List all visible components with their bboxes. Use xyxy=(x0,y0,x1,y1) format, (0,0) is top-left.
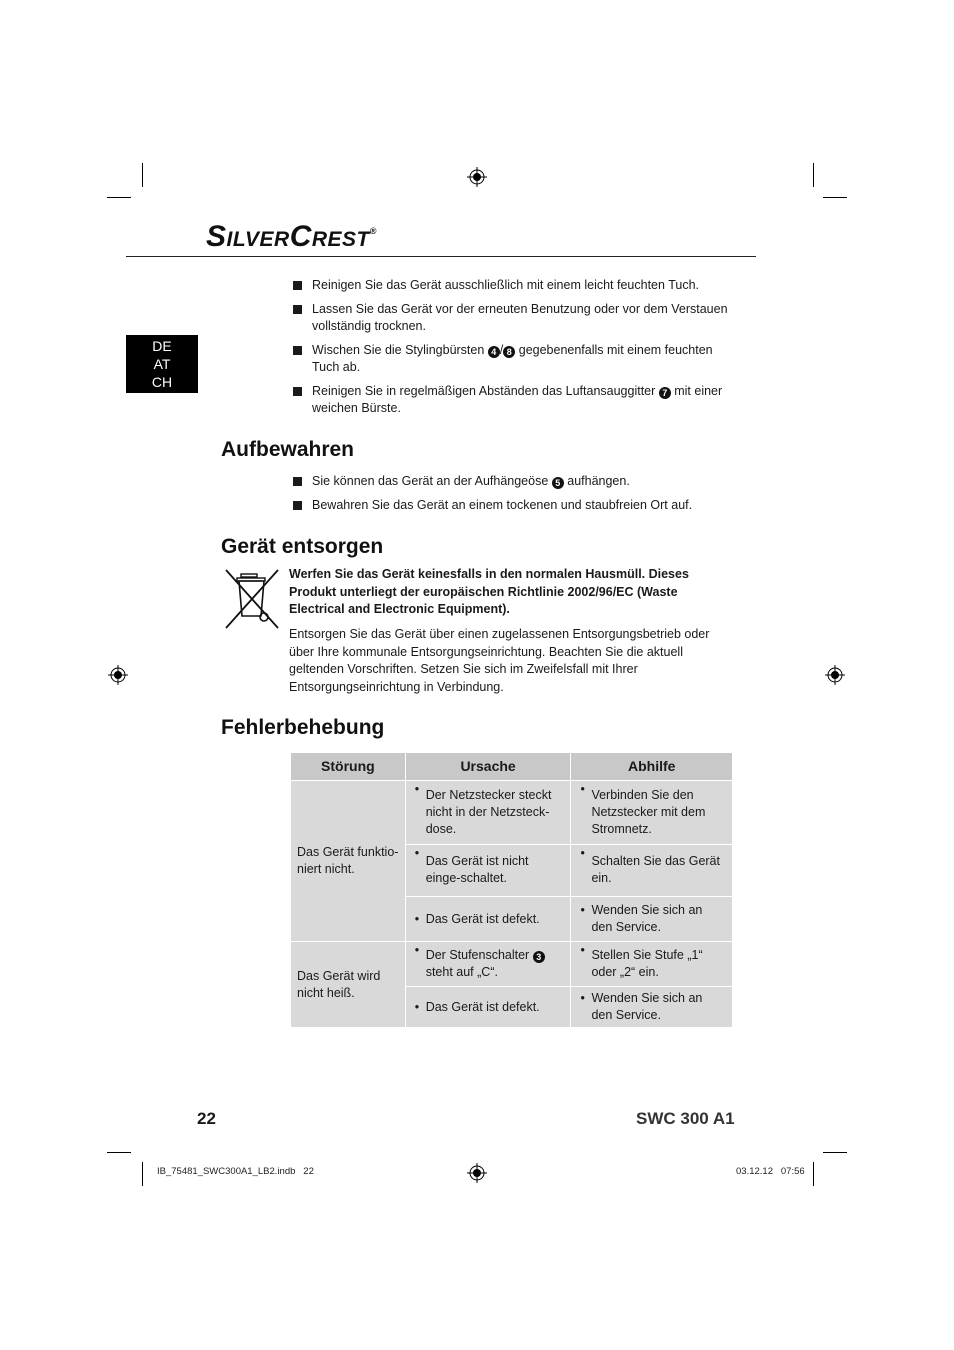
column-header: Störung xyxy=(291,753,406,781)
model-name: SWC 300 A1 xyxy=(636,1109,735,1128)
column-header: Ursache xyxy=(405,753,571,781)
remedy-cell: • Schalten Sie das Gerät ein. xyxy=(571,845,732,887)
table-row xyxy=(291,942,733,987)
language-tab xyxy=(126,335,198,393)
crop-mark xyxy=(142,163,143,187)
part-number-badge: 7 xyxy=(659,387,671,399)
registration-mark-icon xyxy=(108,665,128,685)
section-heading-troubleshooting: Fehlerbehebung xyxy=(221,716,385,739)
cause-cell: • Der Netzstecker steckt nicht in der Netzsteck-dose. xyxy=(406,781,571,838)
part-number-badge: 4 xyxy=(488,346,500,358)
crop-mark xyxy=(813,163,814,187)
cause-cell: • Das Gerät ist nicht einge-schaltet. xyxy=(406,845,571,887)
list-item: Bewahren Sie das Gerät an einem tockenen und staubfreien Ort auf. xyxy=(291,497,731,514)
cause-cell: • Das Gerät ist defekt. xyxy=(406,999,571,1016)
cleaning-list xyxy=(291,277,731,424)
crop-mark xyxy=(823,197,847,198)
language-code: CH xyxy=(151,374,173,390)
list-item: Lassen Sie das Gerät vor der erneuten Benutzung oder vor dem Verstauen vollständig trocknen. xyxy=(291,301,731,335)
header-rule xyxy=(126,256,756,257)
remedy-cell: • Wenden Sie sich an den Service. xyxy=(571,902,732,936)
cause-cell: • Der Stufenschalter 3 steht auf „C“. xyxy=(406,942,571,981)
registration-mark-icon xyxy=(825,665,845,685)
crop-mark xyxy=(107,197,131,198)
print-slug-date: 03.12.12 07:56 xyxy=(736,1166,805,1177)
list-item: Reinigen Sie das Gerät ausschließlich mit einem leicht feuchten Tuch. xyxy=(291,277,731,294)
part-number-badge: 5 xyxy=(552,477,564,489)
language-code: AT xyxy=(153,356,171,372)
crossed-out-wheelie-bin-icon xyxy=(224,566,280,632)
remedy-cell: • Wenden Sie sich an den Service. xyxy=(571,990,732,1024)
part-number-badge: 3 xyxy=(533,951,545,963)
crop-mark xyxy=(142,1162,143,1186)
fault-cell: Das Gerät funktio-niert nicht. xyxy=(291,781,406,942)
table-row xyxy=(291,781,733,845)
cause-cell: • Das Gerät ist defekt. xyxy=(406,911,571,928)
disposal-warning: Werfen Sie das Gerät keinesfalls in den normalen Hausmüll. Dieses Produkt unterliegt der europäischen Richtlinie 2002/96/EC (Waste Electrical and Electronic Equipment). xyxy=(289,567,689,616)
page-number: 22 xyxy=(197,1109,216,1128)
remedy-cell: • Stellen Sie Stufe „1“ oder „2“ ein. xyxy=(571,942,732,981)
list-item: Sie können das Gerät an der Aufhängeöse 5 aufhängen. xyxy=(291,473,731,490)
section-heading-disposal: Gerät entsorgen xyxy=(221,535,384,558)
registration-mark-icon xyxy=(467,167,487,187)
table-header-row xyxy=(291,753,733,781)
print-slug-file: IB_75481_SWC300A1_LB2.indb 22 xyxy=(157,1166,314,1177)
list-item: Reinigen Sie in regelmäßigen Abständen das Luftansauggitter 7 mit einer weichen Bürste. xyxy=(291,383,731,417)
fault-cell: Das Gerät wird nicht heiß. xyxy=(291,942,406,1028)
crop-mark xyxy=(823,1152,847,1153)
troubleshooting-table xyxy=(290,752,733,1028)
storage-list xyxy=(291,473,731,521)
section-heading-storage: Aufbewahren xyxy=(221,438,355,461)
list-item: Wischen Sie die Stylingbürsten 4 / 8 gegebenenfalls mit einem feuchten Tuch ab. xyxy=(291,342,731,376)
crop-mark xyxy=(813,1162,814,1186)
registration-mark-icon xyxy=(467,1163,487,1183)
disposal-paragraph: Entsorgen Sie das Gerät über einen zugelassenen Entsorgungsbetrieb oder über Ihre kommunale Entsorgungseinrichtung. Beachten Sie die aktuell geltenden Vorschriften. Setzen Sie sich im Zweifelsfall mit Ihrer Entsorgungseinrichtung in Verbindung. xyxy=(289,627,710,694)
part-number-badge: 8 xyxy=(503,346,515,358)
brand-logo: SILVERCREST® xyxy=(206,220,378,253)
column-header: Abhilfe xyxy=(571,753,733,781)
remedy-cell: • Verbinden Sie den Netzstecker mit dem Stromnetz. xyxy=(571,781,732,838)
language-code: DE xyxy=(152,338,172,354)
crop-mark xyxy=(107,1152,131,1153)
